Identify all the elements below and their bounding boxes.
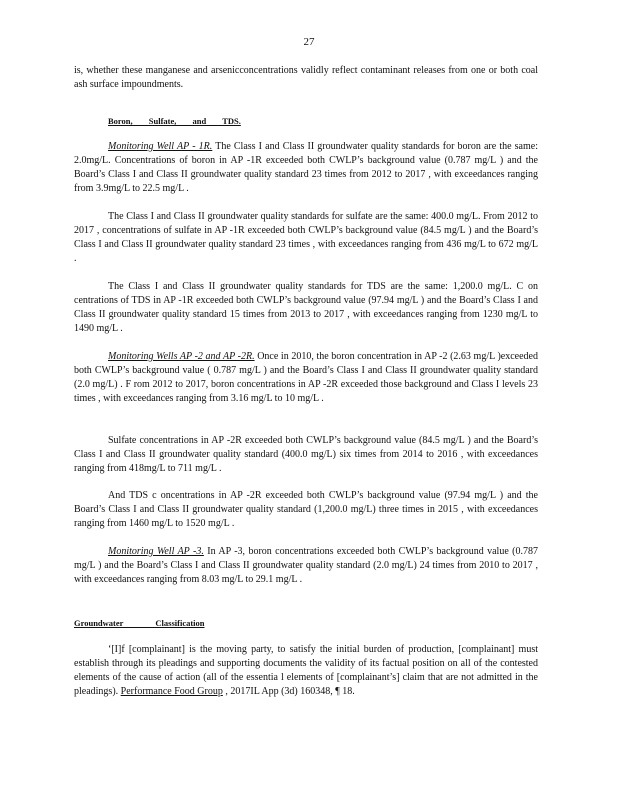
paragraph-text: Once in 2010, the boron concentration in AP -2 (2.63 mg/L )exceeded both CWLP’s background value ( 0.787 mg/L ) and the Board’s Class I and Class II groundwater quality standard (2.0 mg/L) . F rom 2012 to 2017, boron concentrations in AP -2R exceeded those background and Class I levels 23 times , with exceedances ranging from 3.16 mg/L to 10 mg/L . xyxy=(74,351,538,404)
paragraph-ap-1r-boron xyxy=(74,140,538,196)
subheading-ap-2: Monitoring Wells AP -2 and AP -2R. xyxy=(108,351,255,362)
subheading-ap-3: Monitoring Well AP -3. xyxy=(108,546,204,557)
section-heading-boron-sulfate-tds: Boron, Sulfate, and TDS. xyxy=(108,116,241,126)
quotation-text: ‘[I]f [complainant] is the moving party, to satisfy the initial burden of production, [complainant] must establish through its pleadings and supporting documents the validity of its factual position on all of the contested elements of the cause of action (all of the essentia l elements of [complainant’s] claim that are not admitted in the pleadings). xyxy=(74,644,538,697)
quotation-paragraph xyxy=(74,643,538,699)
paragraph-text: The Class I and Class II groundwater quality standards for boron are the same: 2.0mg/L. Concentrations of boron in AP -1R exceeded both CWLP’s background value (0.787 mg/L ) and the Board’s Class I and Class II groundwater quality standard 23 times from 2012 to 2017 , with exceedances ranging from 3.9mg/L to 22.5 mg/L . xyxy=(74,141,538,194)
section-heading-groundwater-classification: Groundwater Classification xyxy=(74,618,205,628)
paragraph-ap-1r-sulfate: The Class I and Class II groundwater quality standards for sulfate are the same: 400.0 mg/L. From 2012 to 2017 , concentrations of sulfate in AP -1R exceeded both CWLP’s background value (84.5 mg/L ) and the Board’s Class I and Class II groundwater quality standard 23 times , with exceedances ranging from 436 mg/L to 672 mg/L . xyxy=(74,211,538,264)
case-citation-name: Performance Food Group xyxy=(120,686,223,697)
paragraph-ap-2-boron xyxy=(74,350,538,406)
subheading-ap-1r: Monitoring Well AP - 1R. xyxy=(108,141,213,152)
case-citation-rest: , 2017IL App (3d) 160348, ¶ 18. xyxy=(222,686,355,697)
paragraph-text: In AP -3, boron concentrations exceeded both CWLP’s background value (0.787 mg/L ) and the Board’s Class I and Class II groundwater quality standard (2.0 mg/L) 24 times from 2010 to 2017 , with exceedances ranging from 8.03 mg/L to 29.1 mg/L . xyxy=(74,546,538,585)
paragraph-ap-3-boron xyxy=(74,545,538,587)
page-number: 27 xyxy=(303,36,315,48)
paragraph-ap-1r-tds: The Class I and Class II groundwater quality standards for TDS are the same: 1,200.0 mg/L. C on centrations of TDS in AP -1R exceeded both CWLP’s background value (97.94 mg/L ) and the Board’s Class I and Class II groundwater quality standard 15 times from 2013 to 2017 , with exceedances ranging from 1230 mg/L to 1490 mg/L . xyxy=(74,281,538,334)
paragraph-ap-2r-sulfate: Sulfate concentrations in AP -2R exceeded both CWLP’s background value (84.5 mg/L ) and the Board’s Class I and Class II groundwater quality standard (400.0 mg/L) six times from 2014 to 2016 , with exceedances ranging from 418mg/L to 711 mg/L . xyxy=(74,435,538,474)
paragraph-ap-2r-tds: And TDS c oncentrations in AP -2R exceeded both CWLP’s background value (97.94 mg/L ) and the Board’s Class I and Class II groundwater quality standard (1,200.0 mg/L) three times in 2015 , with exceedances ranging from 1460 mg/L to 1520 mg/L . xyxy=(74,490,538,529)
intro-paragraph: is, whether these manganese and arsenicconcentrations validly reflect contaminant releases from one or both coal ash surface impoundments. xyxy=(74,65,538,90)
